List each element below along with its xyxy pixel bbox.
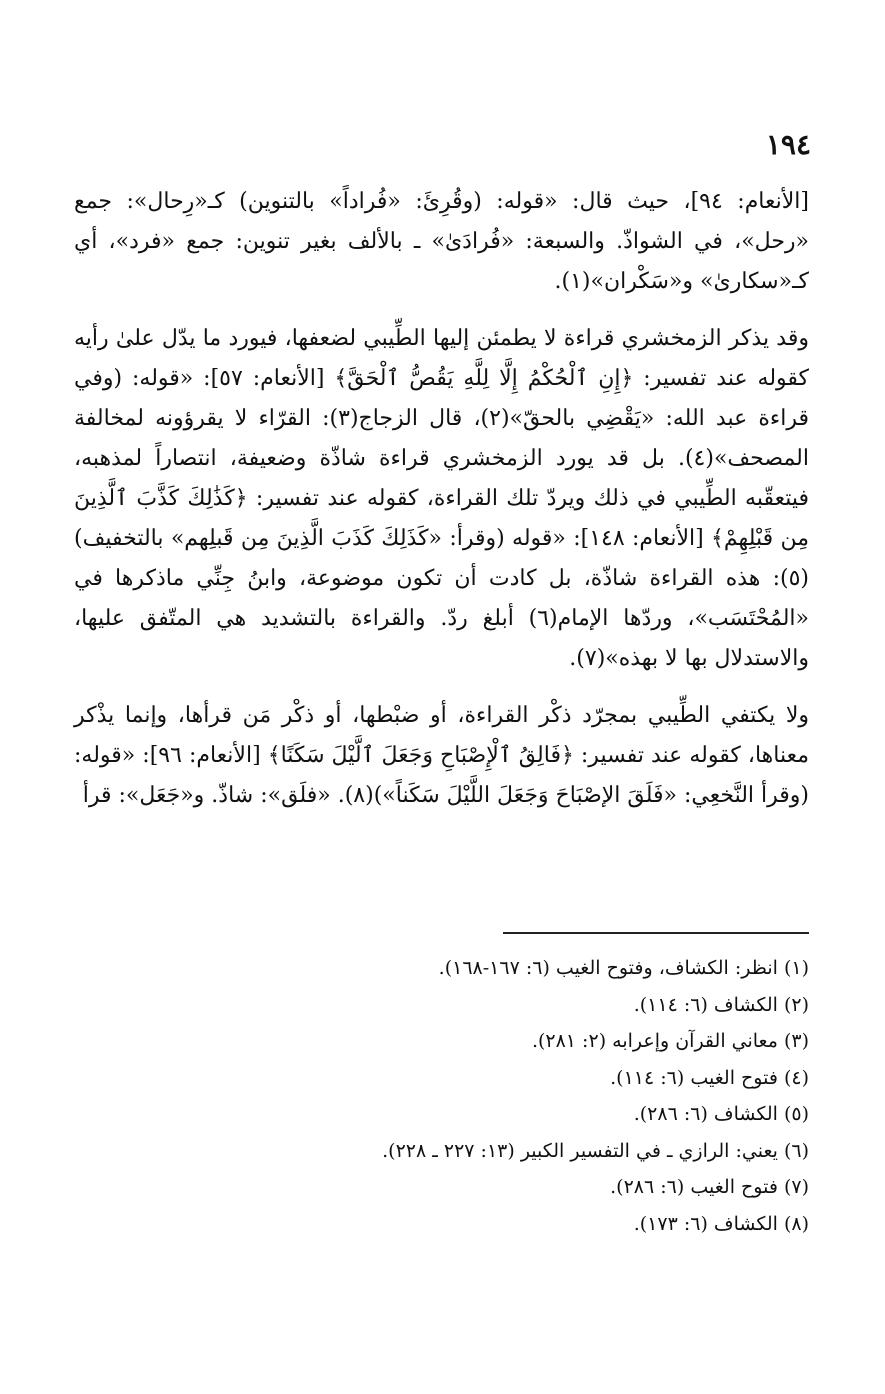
paragraph-1: [الأنعام: ٩٤]، حيث قال: «قوله: (وقُرِئَ: «فُراداً» بالتنوين) كـ«رِحال»: جمع «رحل»، في الشواذّ. والسبعة: «فُرادَىٰ» ـ بالألف بغير تنوين: جمع «فرد»، أي كـ«سكارىٰ» و«سَكْران»(١). — [74, 189, 809, 294]
footnote-8: (٨) الكشاف (٦: ١٧٣). — [633, 1212, 809, 1235]
footnote-3: (٣) معاني القرآن وإعرابه (٢: ٢٨١). — [531, 1030, 809, 1052]
page-number: ١٩٤ — [765, 128, 811, 161]
footnote-1: (١) انظر: الكشاف، وفتوح الغيب (٦: ١٦٧-١٦٨). — [438, 957, 809, 979]
main-text — [74, 182, 809, 833]
footnote-divider — [503, 932, 809, 934]
paragraph-2: وقد يذكر الزمخشري قراءة لا يطمئن إليها الطِّيبي لضعفها، فيورد ما يدّل علىٰ رأيه كقوله عند تفسير: ﴿إِنِ ٱلْحُكْمُ إِلَّا لِلَّهِ يَقُصُّ ٱلْحَقَّ﴾ [الأنعام: ٥٧]: «قوله: (وفي قراءة عبد الله: «يَقْضِي بالحقّ»(٢)، قال الزجاج(٣): القرّاء لا يقرؤونه لمخالفة المصحف»(٤). بل قد يورد الزمخشري قراءة شاذّة وضعيفة، انتصاراً لمذهبه، فيتعقّبه الطِّيبي في ذلك ويردّ تلك القراءة، كقوله عند تفسير: ﴿كَذَٰلِكَ كَذَّبَ ٱلَّذِينَ مِن قَبْلِهِمْ﴾ [الأنعام: ١٤٨]: «قوله (وقرأ: «كَذَلِكَ كَذَبَ الَّذِينَ مِن قَبلِهم» بالتخفيف)(٥): هذه القراءة شاذّة، بل كادت أن تكون موضوعة، وابنُ جِنِّي ماذكرها في «المُحْتَسَب»، وردّها الإمام(٦) أبلغ ردّ. والقراءة بالتشديد هي المتّفق عليها، والاستدلال بها لا بهذه»(٧). — [74, 326, 809, 671]
footnote-4: (٤) فتوح الغيب (٦: ١١٤). — [610, 1066, 809, 1089]
paragraph-3: ولا يكتفي الطِّيبي بمجرّد ذكْر القراءة، أو ضبْطها، أو ذكْر مَن قرأها، وإنما يذْكر معناها، كقوله عند تفسير: ﴿فَالِقُ ٱلْإِصْبَاحِ وَجَعَلَ ٱلَّيْلَ سَكَنًا﴾ [الأنعام: ٩٦]: «قوله: (وقرأ النَّخعِي: «فَلَقَ الإصْبَاحَ وَجَعَلَ اللَّيْلَ سَكَناً»)(٨). «فلَق»: شاذّ. و«جَعَل»: قرأ — [74, 703, 809, 808]
footnote-7: (٧) فتوح الغيب (٦: ٢٨٦). — [610, 1176, 809, 1198]
footnote-2: (٢) الكشاف (٦: ١١٤). — [633, 993, 809, 1016]
footnote-6: (٦) يعني: الرازي ـ في التفسير الكبير (١٣: ٢٢٧ ـ ٢٢٨). — [382, 1139, 809, 1162]
footnotes — [74, 950, 809, 1242]
footnote-5: (٥) الكشاف (٦: ٢٨٦). — [633, 1103, 809, 1125]
